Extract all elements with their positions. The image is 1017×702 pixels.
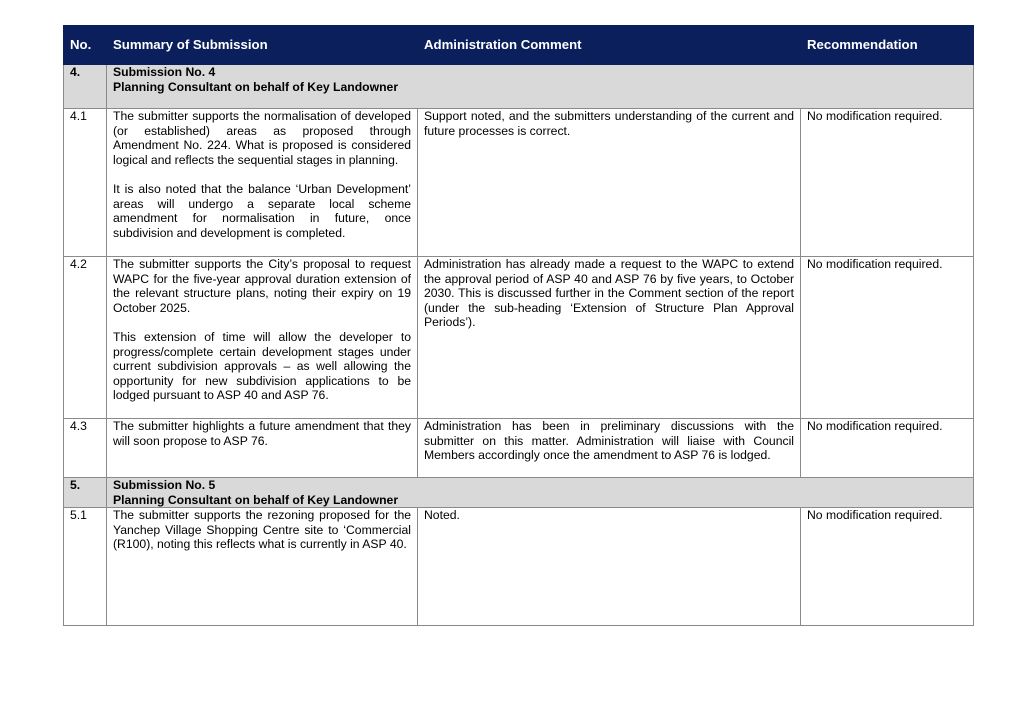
summary-paragraph: The submitter highlights a future amendment that they will soon propose to ASP 76. — [113, 419, 411, 448]
comment-cell: Administration has already made a request to the WAPC to extend the approval period of ASP 40 and ASP 76 by five years, to October 2030. This is discussed further in the Comment section of the report (under the sub-heading ‘Extension of Structure Plan Approval Periods’). — [418, 257, 801, 419]
section-subtitle: Planning Consultant on behalf of Key Landowner — [113, 79, 399, 94]
row-number: 5.1 — [64, 508, 107, 626]
summary-paragraph: The submitter supports the rezoning proposed for the Yanchep Village Shopping Centre site to ‘Commercial (R100), noting this reflects what is currently in ASP 40. — [113, 508, 411, 552]
summary-cell — [107, 257, 418, 419]
table-header-row — [64, 26, 974, 65]
summary-paragraph: The submitter supports the normalisation of developed (or established) areas as proposed through Amendment No. 224. What is proposed is considered logical and reflects the sequential stages in planning. — [113, 109, 411, 167]
summary-paragraph: The submitter supports the City’s proposal to request WAPC for the five-year approval duration extension of the relevant structure plans, noting their expiry on 19 October 2025. — [113, 257, 411, 315]
section-title: Submission No. 5 — [113, 478, 216, 492]
row-number: 4.2 — [64, 257, 107, 419]
table-row — [64, 109, 974, 257]
section-subtitle: Planning Consultant on behalf of Key Landowner — [113, 492, 399, 507]
summary-paragraph: It is also noted that the balance ‘Urban Development’ areas will undergo a separate local scheme amendment for normalisation in future, once subdivision and development is completed. — [113, 181, 411, 240]
header-recommendation: Recommendation — [801, 26, 974, 65]
section-title: Submission No. 4 — [113, 65, 216, 79]
table-row — [64, 419, 974, 478]
summary-cell — [107, 419, 418, 478]
recommendation-cell: No modification required. — [801, 109, 974, 257]
section-number: 5. — [64, 478, 107, 508]
comment-cell: Support noted, and the submitters understanding of the current and future processes is correct. — [418, 109, 801, 257]
section-heading — [107, 65, 974, 109]
recommendation-cell: No modification required. — [801, 508, 974, 626]
comment-cell: Noted. — [418, 508, 801, 626]
summary-cell — [107, 508, 418, 626]
header-summary: Summary of Submission — [107, 26, 418, 65]
recommendation-cell: No modification required. — [801, 419, 974, 478]
summary-cell — [107, 109, 418, 257]
table-row — [64, 257, 974, 419]
section-number: 4. — [64, 65, 107, 109]
submissions-table — [63, 25, 974, 626]
section-row-4 — [64, 65, 974, 109]
summary-paragraph: This extension of time will allow the developer to progress/complete certain development stages under current subdivision approvals – as well allowing the opportunity for new subdivision applications to be lodged pursuant to ASP 40 and ASP 76. — [113, 329, 411, 403]
comment-cell: Administration has been in preliminary discussions with the submitter on this matter. Administration will liaise with Council Members accordingly once the amendment to ASP 76 is lodged. — [418, 419, 801, 478]
row-number: 4.1 — [64, 109, 107, 257]
header-no: No. — [64, 26, 107, 65]
section-row-5 — [64, 478, 974, 508]
table-row — [64, 508, 974, 626]
row-number: 4.3 — [64, 419, 107, 478]
header-comment: Administration Comment — [418, 26, 801, 65]
recommendation-cell: No modification required. — [801, 257, 974, 419]
section-heading — [107, 478, 974, 508]
